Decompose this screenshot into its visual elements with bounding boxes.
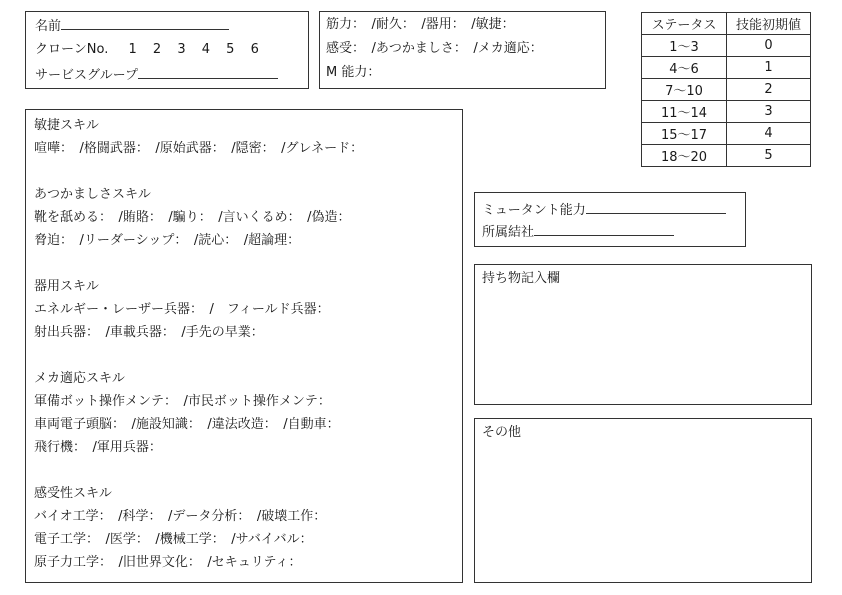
skills-box bbox=[25, 109, 463, 583]
mutant-ability-label: ミュータント能力 bbox=[482, 203, 586, 218]
status-range: 11～14 bbox=[642, 101, 727, 123]
name-label: 名前 bbox=[35, 19, 62, 34]
clone-row bbox=[35, 42, 259, 58]
status-table-header bbox=[642, 13, 811, 35]
sense-skill-line: 電子工学： /医学： /機械工学： /サバイバル： bbox=[34, 532, 313, 547]
secret-society-label: 所属結社 bbox=[482, 225, 535, 240]
mech-skill-line: 軍備ボット操作メンテ： /市民ボット操作メンテ： bbox=[34, 394, 331, 409]
mutant-ability-row bbox=[482, 201, 726, 219]
agility-skill-title: 敏捷スキル bbox=[34, 118, 99, 133]
clone-number[interactable]: 6 bbox=[250, 42, 259, 57]
clone-number[interactable]: 5 bbox=[226, 42, 235, 57]
inventory-label: 持ち物記入欄 bbox=[482, 271, 561, 286]
mech-skill-line: 飛行機： /軍用兵器： bbox=[34, 440, 162, 455]
service-group-row bbox=[35, 66, 278, 84]
dexterity-skill-line: エネルギー・レーザー兵器： / フィールド兵器： bbox=[34, 302, 330, 317]
audacity-skill-line: 脅迫： /リーダーシップ： /読心： /超論理： bbox=[34, 233, 301, 248]
profile-box bbox=[25, 11, 309, 89]
attributes-row-1: 筋力： /耐久： /器用： /敏捷： bbox=[326, 17, 515, 32]
clone-number[interactable]: 1 bbox=[128, 42, 137, 57]
sense-skill-line: 原子力工学： /旧世界文化： /セキュリティ： bbox=[34, 555, 302, 570]
name-field[interactable] bbox=[61, 17, 229, 30]
agility-skill-line: 喧嘩： /格闘武器： /原始武器： /隠密： /グレネード： bbox=[34, 141, 364, 156]
status-range: 18～20 bbox=[642, 145, 727, 167]
status-range: 7～10 bbox=[642, 79, 727, 101]
table-row bbox=[642, 145, 811, 167]
initial-value: 5 bbox=[727, 145, 811, 167]
clone-label: クローンNo. bbox=[35, 42, 109, 57]
table-row bbox=[642, 123, 811, 145]
attributes-box bbox=[319, 11, 606, 89]
attributes-row-3: M 能力： bbox=[326, 65, 381, 80]
initial-value: 3 bbox=[727, 101, 811, 123]
table-row bbox=[642, 79, 811, 101]
name-row bbox=[35, 17, 229, 35]
mech-skill-title: メカ適応スキル bbox=[34, 371, 125, 386]
table-row bbox=[642, 101, 811, 123]
initial-value: 2 bbox=[727, 79, 811, 101]
initial-value-header: 技能初期値 bbox=[727, 13, 811, 35]
other-box[interactable] bbox=[474, 418, 812, 583]
status-range: 15～17 bbox=[642, 123, 727, 145]
status-range: 1～3 bbox=[642, 35, 727, 57]
sense-skill-line: バイオ工学： /科学： /データ分析： /破壊工作： bbox=[34, 509, 327, 524]
secret-society-row bbox=[482, 223, 674, 241]
service-group-field[interactable] bbox=[138, 66, 278, 79]
inventory-box[interactable] bbox=[474, 264, 812, 405]
service-group-label: サービスグループ bbox=[35, 68, 138, 83]
clone-number[interactable]: 4 bbox=[201, 42, 211, 57]
initial-value: 0 bbox=[727, 35, 811, 57]
attributes-row-2: 感受： /あつかましさ： /メカ適応： bbox=[326, 41, 543, 56]
secret-society-field[interactable] bbox=[534, 223, 674, 236]
status-range: 4～6 bbox=[642, 57, 727, 79]
status-header: ステータス bbox=[642, 13, 727, 35]
audacity-skill-line: 靴を舐める： /賄賂： /騙り： /言いくるめ： /偽造： bbox=[34, 210, 351, 225]
audacity-skill-title: あつかましさスキル bbox=[34, 187, 151, 202]
mech-skill-line: 車両電子頭脳： /施設知識： /違法改造： /自動車： bbox=[34, 417, 340, 432]
initial-value: 1 bbox=[727, 57, 811, 79]
dexterity-skill-title: 器用スキル bbox=[34, 279, 99, 294]
dexterity-skill-line: 射出兵器： /車載兵器： /手先の早業： bbox=[34, 325, 264, 340]
sense-skill-title: 感受性スキル bbox=[34, 486, 112, 501]
clone-number[interactable]: 3 bbox=[177, 42, 186, 57]
clone-number[interactable]: 2 bbox=[152, 42, 162, 57]
mutant-box bbox=[474, 192, 746, 247]
mutant-ability-field[interactable] bbox=[586, 201, 726, 214]
status-table bbox=[641, 12, 811, 167]
initial-value: 4 bbox=[727, 123, 811, 145]
table-row bbox=[642, 57, 811, 79]
table-row bbox=[642, 35, 811, 57]
other-label: その他 bbox=[482, 425, 522, 440]
